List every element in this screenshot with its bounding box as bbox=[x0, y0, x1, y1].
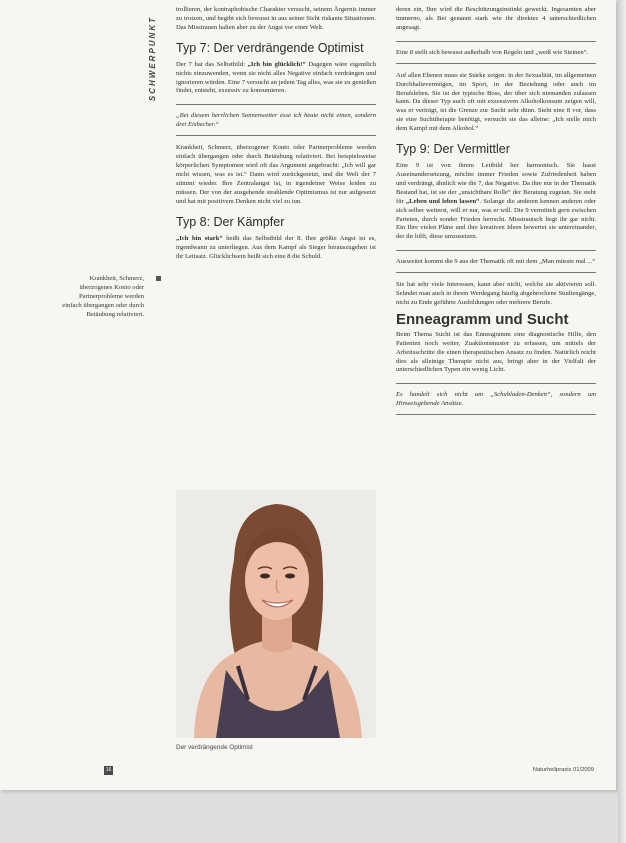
typ8-heading: Typ 8: Der Kämpfer bbox=[176, 214, 285, 229]
typ7-lead-paragraph bbox=[176, 61, 376, 97]
col2-paragraph-2: Auf allen Ebenen muss sie Stärke zeigen: in der Sexualität, im allgemeinen Durchhaltevermögen, im Sport, in der Beziehung oder auch im Berufsleben. Sie ist der typische Boss, der über sich niemanden zulassen kann. Da dieser Typ auch oft mit exzessivem Alkoholkonsum zeigen will, was er verträgt, ist die Grenze zur Sucht sehr dünn. Steht eine 8 vor, dass sie eine Suchttherapie benötigt, versucht sie das alleine: „Ich stelle mich dem Kampf mit dem Alkohol.“ bbox=[396, 71, 596, 133]
typ7-rest: Dagegen wäre eigentlich nichts einzuwenden, wenn sie nicht alles Negative einfach verdrängen und ignorieren würden. Eine 7 versucht an jedem Tag alles, was sie zu genießen findet, entsteht, exzessiv zu konsumieren. bbox=[176, 60, 377, 95]
typ9-paragraph bbox=[396, 162, 596, 242]
col2-intro: deren ein, Ihre wird die Beschützungsinstinkt geweckt. Ingesamten aber immerno, als Bei genannt stark wie ihr direktes 4 unterschiedlichen angesagt. bbox=[396, 6, 596, 31]
typ7-quote: „Bei diesem herrlichen Sonnenwetter esse ich heute nicht einen, sondern drei Eisbecher.“ bbox=[176, 104, 376, 136]
typ8-selfimage: „Ich bin stark“ bbox=[176, 234, 223, 242]
enneagramm-body: Beim Thema Sucht ist das Enneagramm eine diagnostische Hilfe, den Patienten noch weiter, Zuaktionsmuster zu erfassen, um mittels der Arbeitsschritte die einen therapeutischen Ansatz zu finden. Natürlich reicht dies als alleinige Therapie nicht aus, bringt aber in der Vielfalt der unterschiedlichen Typen ein wenig Licht. bbox=[396, 330, 596, 374]
typ8-rest: heißt das Selbstbild der 8. Ihre größte Angst ist es, irgendwann zu unterliegen. Aus dem Kampf als Sieger herauszugehen ist ihr Leitsatz. Glücklichsein heißt sich eine 8 die Schuld. bbox=[176, 234, 376, 260]
box-note-1: Eine 8 stellt sich bewusst außerhalb von Regeln und „weiß wie Steinen“. bbox=[396, 41, 596, 64]
typ8-paragraph bbox=[176, 235, 376, 262]
typ9-motto: „Leben und leben lassen“ bbox=[405, 197, 480, 205]
typ9-body-2: . Solange die anderen kennen anderen oder sich selber weiterst, will er nur, was er will. Die 9 vermittelt gern zwischen Parteien, durch sonder Frieden herrscht. Misstrauisch liegt ihr gar nicht. Ein Ihre vielen Pläne und ihre kreativen Ideen bewertet sie untereinander, der ihr hilft, diese umzusetzen. bbox=[396, 197, 596, 241]
typ9-body-1: Eine 9 ist von ihrem Leitbild her harmonisch. Sie hasst Auseinandersetzung, möchte immer Frieden sowie Zufriedenheit haben und verdrängt, ähnlich wie die 7, das Negative. Da ihre nur in der Thematik Bestand hat, ist sie der „unsichtbare Rolle“ der Beratung zugetan. Sie steht für bbox=[396, 162, 596, 205]
publication-footer: Naturheilpraxis 01/2009 bbox=[532, 767, 594, 773]
typ7-heading: Typ 7: Der verdrängende Optimist bbox=[176, 40, 364, 55]
column-right bbox=[396, 6, 596, 423]
typ7-selfimage: „Ich bin glücklich!“ bbox=[247, 60, 306, 68]
box-note-2: Ausweitet kommt die 9 aus der Thematik oft mit dem „Man müsste mal ...“ bbox=[396, 250, 596, 273]
page-number: 16 bbox=[105, 767, 112, 773]
enneagramm-quote: Es handelt sich nicht um „Schubladen-Denken“, sondern um Hinweisgebende Ansätze. bbox=[396, 383, 596, 415]
typ9-heading: Typ 9: Der Vermittler bbox=[396, 142, 510, 157]
typ7-lead: Der 7 hat das Selbstbild: bbox=[176, 60, 248, 68]
pull-quote-marker bbox=[156, 276, 161, 281]
section-label: SCHWERPUNKT bbox=[148, 16, 157, 102]
col2-paragraph-3: Sie hat sehr viele Interessen, kann aber nicht, welche sie aktivieren soll. Sehndet man auch in ihrem Werdegang häufig abgebrochene Studiengänge, nicht zu Ende geführte Ausbildungen oder mehrere Berufe. bbox=[396, 281, 596, 307]
portrait-photo bbox=[176, 490, 376, 738]
woman-portrait-illustration bbox=[176, 490, 376, 738]
typ7-body: Krankheit, Schmerz, überzogener Konto oder Partnerprobleme werden einfach übergangen oder durch Betäubung relativiert. Bei beispielsweise körperlichen Symptomen wird oft das Argument angebracht: „Ich will gar nicht wissen, was es ist.“ Dann wird zurückgesetzt, und die Welt der 7 stimmt wieder. Ihre Zentralangst ist, in irgendeiner Weise leiden zu müssen. Der von der ausgehende strahlende Optimismus ist nur aufgesetzt und hat mit positivem Denken nicht viel zu tun. bbox=[176, 144, 376, 205]
margin-pull-quote: Krankheit, Schmerz, überzogenes Konto oder Partnerprobleme werden einfach übergangen oder durch Betäubung relativiert. bbox=[62, 275, 144, 318]
enneagramm-heading: Enneagramm und Sucht bbox=[396, 310, 569, 328]
page-binding-edge bbox=[618, 0, 626, 843]
column-left bbox=[176, 6, 376, 264]
photo-caption: Der verdrängende Optimist bbox=[176, 744, 253, 751]
col1-intro: trollieren, der kontraphobische Charakter versucht, seinem Ärgernis immer zu trotzen, und begibt sich bewusst in aus seiner Sicht riskante Situationen. Das Misstrauen halten aber zu der Angst vor einer Welt. bbox=[176, 6, 376, 31]
